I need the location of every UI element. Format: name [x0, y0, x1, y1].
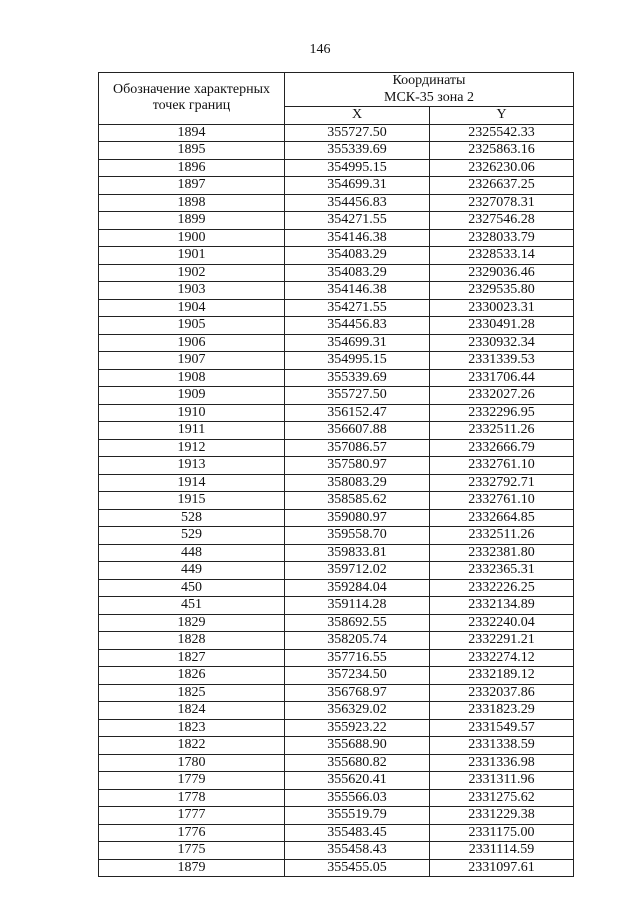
- x-coordinate-cell: 355519.79: [285, 807, 430, 825]
- page-number: 146: [309, 42, 331, 57]
- point-id-cell: 1894: [99, 124, 285, 142]
- table-row: [99, 282, 574, 300]
- x-coordinate-cell: 354699.31: [285, 177, 430, 195]
- point-id-cell: 1779: [99, 772, 285, 790]
- table-row: [99, 177, 574, 195]
- point-id-cell: 1776: [99, 824, 285, 842]
- table-row: [99, 649, 574, 667]
- point-id-cell: 1828: [99, 632, 285, 650]
- point-id-cell: 1910: [99, 404, 285, 422]
- table-row: [99, 772, 574, 790]
- table-row: [99, 264, 574, 282]
- x-coordinate-cell: 354271.55: [285, 299, 430, 317]
- x-coordinate-cell: 359712.02: [285, 562, 430, 580]
- table-row: [99, 702, 574, 720]
- y-coordinate-cell: 2332761.10: [430, 457, 574, 475]
- table-row: [99, 457, 574, 475]
- y-coordinate-cell: 2332226.25: [430, 579, 574, 597]
- x-coordinate-cell: 357580.97: [285, 457, 430, 475]
- point-id-cell: 1829: [99, 614, 285, 632]
- point-id-cell: 449: [99, 562, 285, 580]
- point-id-cell: 1912: [99, 439, 285, 457]
- table-row: [99, 509, 574, 527]
- x-coordinate-cell: 358585.62: [285, 492, 430, 510]
- x-coordinate-cell: 359080.97: [285, 509, 430, 527]
- table-row: [99, 474, 574, 492]
- y-coordinate-cell: 2331706.44: [430, 369, 574, 387]
- x-coordinate-cell: 355339.69: [285, 369, 430, 387]
- y-coordinate-cell: 2332792.71: [430, 474, 574, 492]
- y-coordinate-cell: 2332761.10: [430, 492, 574, 510]
- x-coordinate-cell: 359284.04: [285, 579, 430, 597]
- y-coordinate-cell: 2332664.85: [430, 509, 574, 527]
- point-id-cell: 1778: [99, 789, 285, 807]
- x-coordinate-cell: 355680.82: [285, 754, 430, 772]
- y-coordinate-cell: 2332134.89: [430, 597, 574, 615]
- table-row: [99, 667, 574, 685]
- y-coordinate-cell: 2331338.59: [430, 737, 574, 755]
- table-row: [99, 579, 574, 597]
- x-coordinate-cell: 354456.83: [285, 194, 430, 212]
- y-coordinate-cell: 2331339.53: [430, 352, 574, 370]
- x-coordinate-cell: 355566.03: [285, 789, 430, 807]
- table-row: [99, 737, 574, 755]
- y-coordinate-cell: 2331823.29: [430, 702, 574, 720]
- y-coordinate-cell: 2330491.28: [430, 317, 574, 335]
- x-column-header: X: [285, 107, 430, 125]
- table-row: [99, 124, 574, 142]
- y-coordinate-cell: 2326230.06: [430, 159, 574, 177]
- x-coordinate-cell: 354699.31: [285, 334, 430, 352]
- x-coordinate-cell: 356607.88: [285, 422, 430, 440]
- table-row: [99, 824, 574, 842]
- x-coordinate-cell: 355688.90: [285, 737, 430, 755]
- table-row: [99, 404, 574, 422]
- x-coordinate-cell: 355923.22: [285, 719, 430, 737]
- x-coordinate-cell: 359558.70: [285, 527, 430, 545]
- y-coordinate-cell: 2331275.62: [430, 789, 574, 807]
- point-id-cell: 451: [99, 597, 285, 615]
- table-row: [99, 299, 574, 317]
- x-coordinate-cell: 355339.69: [285, 142, 430, 160]
- y-coordinate-cell: 2332365.31: [430, 562, 574, 580]
- table-row: [99, 142, 574, 160]
- x-coordinate-cell: 356768.97: [285, 684, 430, 702]
- y-coordinate-cell: 2332037.86: [430, 684, 574, 702]
- point-id-cell: 1879: [99, 859, 285, 877]
- table-row: [99, 317, 574, 335]
- y-coordinate-cell: 2331336.98: [430, 754, 574, 772]
- point-column-header: Обозначение характерных точек границ: [99, 73, 285, 125]
- x-coordinate-cell: 358692.55: [285, 614, 430, 632]
- x-coordinate-cell: 354995.15: [285, 352, 430, 370]
- point-id-cell: 1906: [99, 334, 285, 352]
- x-coordinate-cell: 355455.05: [285, 859, 430, 877]
- x-coordinate-cell: 357234.50: [285, 667, 430, 685]
- table-row: [99, 719, 574, 737]
- y-coordinate-cell: 2331114.59: [430, 842, 574, 860]
- x-coordinate-cell: 356152.47: [285, 404, 430, 422]
- x-coordinate-cell: 354995.15: [285, 159, 430, 177]
- y-coordinate-cell: 2332666.79: [430, 439, 574, 457]
- point-id-cell: 1901: [99, 247, 285, 265]
- x-coordinate-cell: 354146.38: [285, 229, 430, 247]
- table-row: [99, 387, 574, 405]
- x-coordinate-cell: 355458.43: [285, 842, 430, 860]
- table-row: [99, 194, 574, 212]
- table-header: [99, 73, 574, 125]
- table-row: [99, 614, 574, 632]
- table-row: [99, 492, 574, 510]
- point-id-cell: 1911: [99, 422, 285, 440]
- point-id-cell: 1822: [99, 737, 285, 755]
- y-coordinate-cell: 2332291.21: [430, 632, 574, 650]
- point-id-cell: 450: [99, 579, 285, 597]
- point-id-cell: 1902: [99, 264, 285, 282]
- y-coordinate-cell: 2332027.26: [430, 387, 574, 405]
- y-coordinate-cell: 2331097.61: [430, 859, 574, 877]
- y-coordinate-cell: 2332274.12: [430, 649, 574, 667]
- y-coordinate-cell: 2330932.34: [430, 334, 574, 352]
- point-id-cell: 1824: [99, 702, 285, 720]
- point-id-cell: 1908: [99, 369, 285, 387]
- x-coordinate-cell: 359833.81: [285, 544, 430, 562]
- table-row: [99, 562, 574, 580]
- table-row: [99, 632, 574, 650]
- y-coordinate-cell: 2331549.57: [430, 719, 574, 737]
- point-id-cell: 1913: [99, 457, 285, 475]
- point-id-cell: 1907: [99, 352, 285, 370]
- x-coordinate-cell: 357086.57: [285, 439, 430, 457]
- table-row: [99, 422, 574, 440]
- table-row: [99, 527, 574, 545]
- y-coordinate-cell: 2330023.31: [430, 299, 574, 317]
- y-coordinate-cell: 2332296.95: [430, 404, 574, 422]
- table-body: [99, 124, 574, 877]
- x-coordinate-cell: 355620.41: [285, 772, 430, 790]
- x-coordinate-cell: 358205.74: [285, 632, 430, 650]
- point-id-cell: 1914: [99, 474, 285, 492]
- table-row: [99, 544, 574, 562]
- table-row: [99, 212, 574, 230]
- y-coordinate-cell: 2332511.26: [430, 422, 574, 440]
- coordinate-system: МСК-35 зона 2: [384, 89, 474, 105]
- point-id-cell: 1896: [99, 159, 285, 177]
- x-coordinate-cell: 354146.38: [285, 282, 430, 300]
- x-coordinate-cell: 355727.50: [285, 124, 430, 142]
- coordinates-title: Координаты: [392, 73, 466, 88]
- table-row: [99, 684, 574, 702]
- y-coordinate-cell: 2329036.46: [430, 264, 574, 282]
- x-coordinate-cell: 354456.83: [285, 317, 430, 335]
- y-coordinate-cell: 2327078.31: [430, 194, 574, 212]
- point-id-cell: 529: [99, 527, 285, 545]
- x-coordinate-cell: 354083.29: [285, 247, 430, 265]
- point-id-cell: 1777: [99, 807, 285, 825]
- y-coordinate-cell: 2325542.33: [430, 124, 574, 142]
- table-row: [99, 369, 574, 387]
- point-id-cell: 1895: [99, 142, 285, 160]
- table-row: [99, 439, 574, 457]
- point-id-cell: 528: [99, 509, 285, 527]
- y-coordinate-cell: 2331175.00: [430, 824, 574, 842]
- point-id-cell: 1898: [99, 194, 285, 212]
- y-coordinate-cell: 2332511.26: [430, 527, 574, 545]
- point-id-cell: 1780: [99, 754, 285, 772]
- point-id-cell: 1827: [99, 649, 285, 667]
- header-row: [99, 73, 574, 107]
- x-coordinate-cell: 358083.29: [285, 474, 430, 492]
- point-id-cell: 1904: [99, 299, 285, 317]
- table-row: [99, 229, 574, 247]
- y-coordinate-cell: 2328533.14: [430, 247, 574, 265]
- table-row: [99, 352, 574, 370]
- coordinates-table: [98, 72, 574, 877]
- point-id-cell: 1897: [99, 177, 285, 195]
- table-row: [99, 159, 574, 177]
- x-coordinate-cell: 359114.28: [285, 597, 430, 615]
- point-id-cell: 1900: [99, 229, 285, 247]
- point-id-cell: 1903: [99, 282, 285, 300]
- y-coordinate-cell: 2331229.38: [430, 807, 574, 825]
- table-row: [99, 859, 574, 877]
- y-coordinate-cell: 2332381.80: [430, 544, 574, 562]
- table-row: [99, 597, 574, 615]
- x-coordinate-cell: 354083.29: [285, 264, 430, 282]
- table-row: [99, 247, 574, 265]
- x-coordinate-cell: 355483.45: [285, 824, 430, 842]
- y-coordinate-cell: 2328033.79: [430, 229, 574, 247]
- y-column-header: Y: [430, 107, 574, 125]
- y-coordinate-cell: 2329535.80: [430, 282, 574, 300]
- point-id-cell: 1905: [99, 317, 285, 335]
- y-coordinate-cell: 2332240.04: [430, 614, 574, 632]
- y-coordinate-cell: 2326637.25: [430, 177, 574, 195]
- point-id-cell: 1826: [99, 667, 285, 685]
- y-coordinate-cell: 2327546.28: [430, 212, 574, 230]
- x-coordinate-cell: 354271.55: [285, 212, 430, 230]
- table-row: [99, 807, 574, 825]
- table-row: [99, 754, 574, 772]
- coordinates-header: [285, 73, 574, 107]
- y-coordinate-cell: 2325863.16: [430, 142, 574, 160]
- y-coordinate-cell: 2331311.96: [430, 772, 574, 790]
- point-id-cell: 1909: [99, 387, 285, 405]
- x-coordinate-cell: 356329.02: [285, 702, 430, 720]
- point-id-cell: 448: [99, 544, 285, 562]
- point-id-cell: 1899: [99, 212, 285, 230]
- point-id-cell: 1915: [99, 492, 285, 510]
- table-row: [99, 789, 574, 807]
- table-row: [99, 842, 574, 860]
- point-id-cell: 1775: [99, 842, 285, 860]
- point-id-cell: 1823: [99, 719, 285, 737]
- x-coordinate-cell: 357716.55: [285, 649, 430, 667]
- table-row: [99, 334, 574, 352]
- x-coordinate-cell: 355727.50: [285, 387, 430, 405]
- point-id-cell: 1825: [99, 684, 285, 702]
- y-coordinate-cell: 2332189.12: [430, 667, 574, 685]
